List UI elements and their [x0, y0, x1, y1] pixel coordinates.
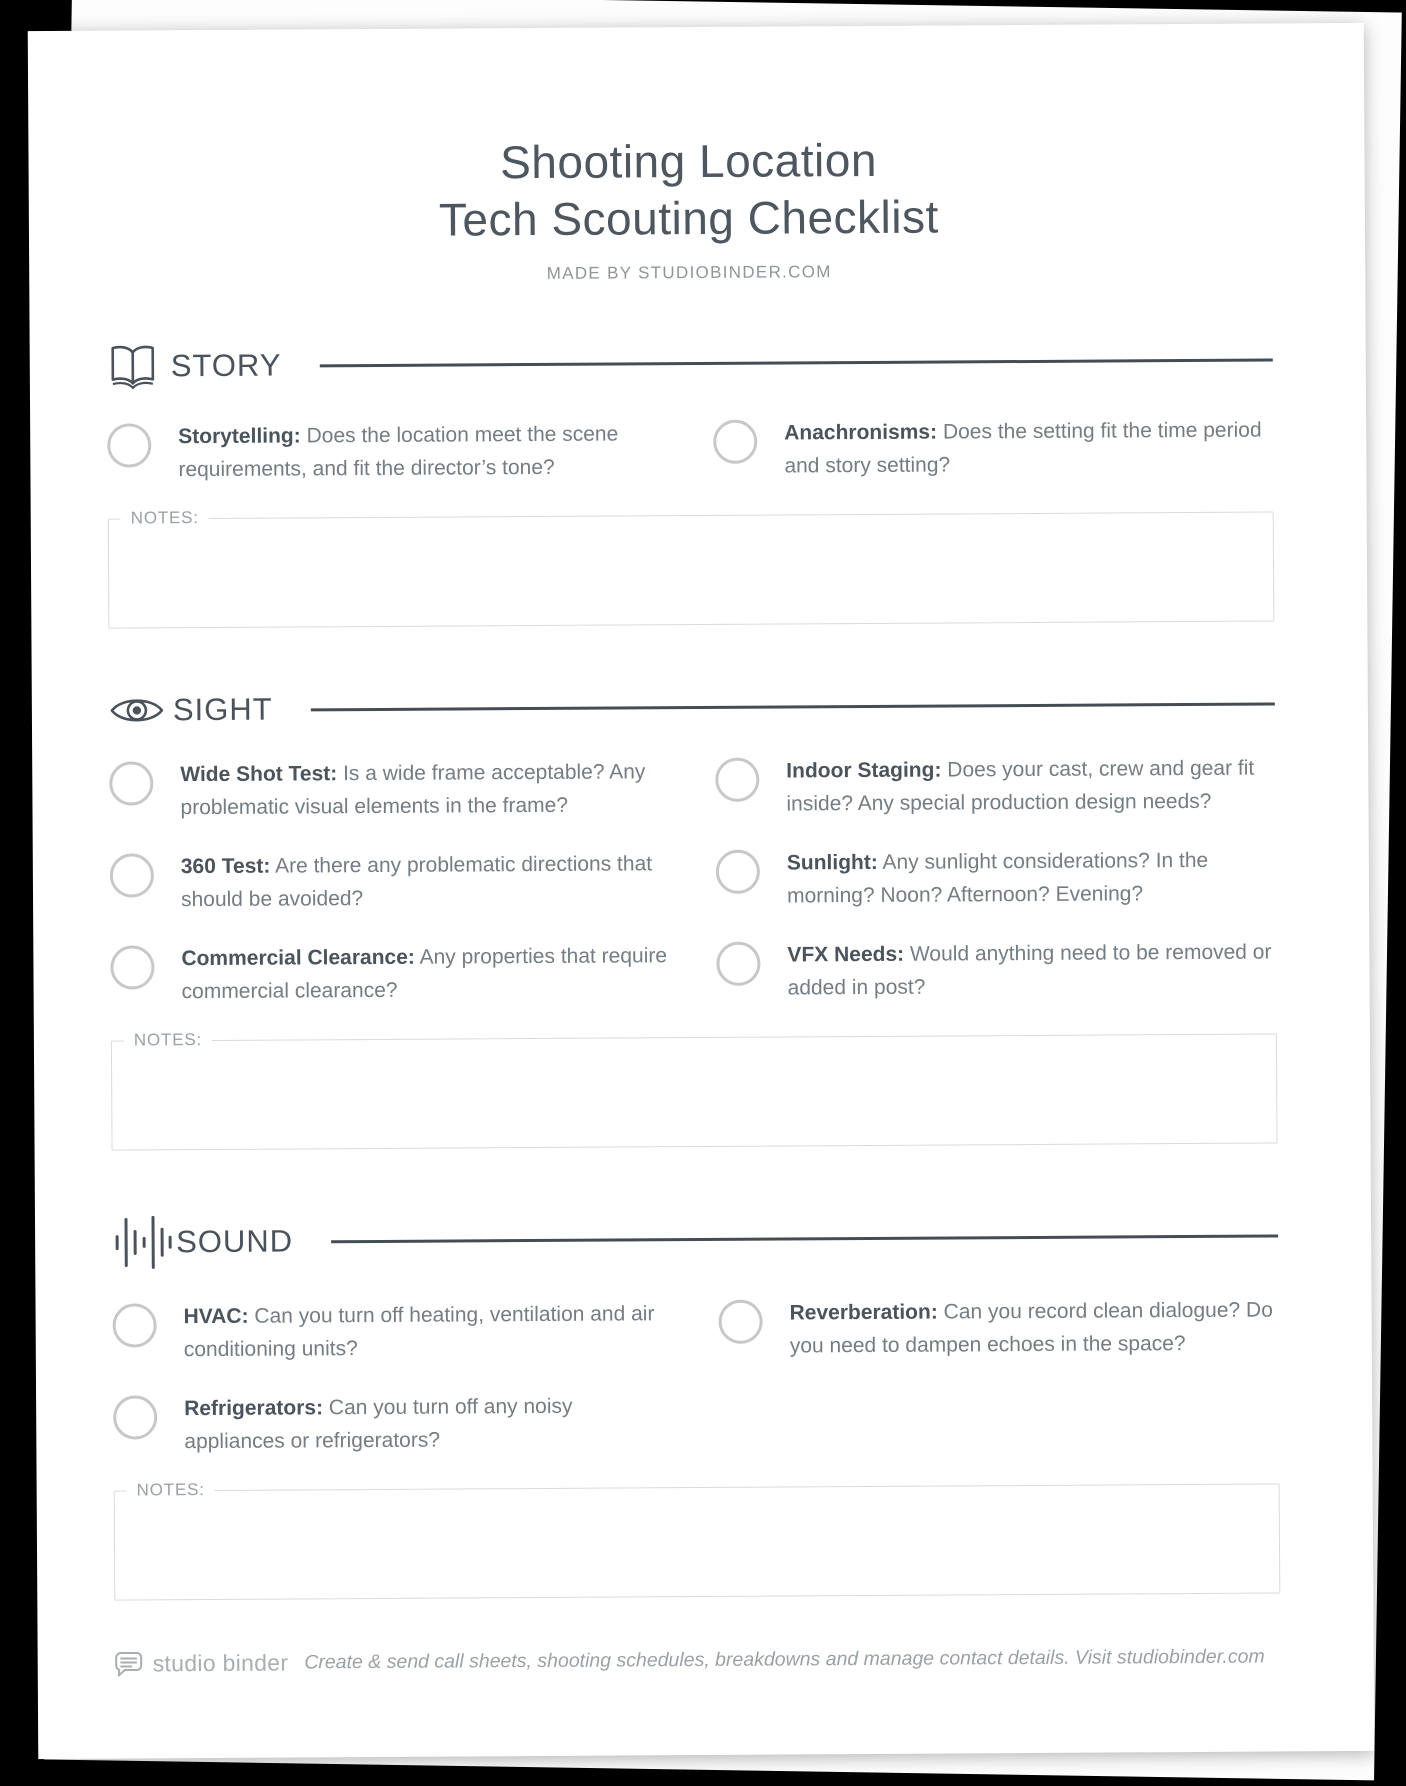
item-description: Does the location meet the scene requirements, and fit the director’s tone?	[178, 422, 619, 482]
section-story	[107, 336, 1275, 629]
item-text	[178, 417, 667, 486]
item-description: Can you turn off any noisy appliances or refrigerators?	[184, 1394, 573, 1454]
checklist-item-vfx-needs	[716, 936, 1276, 1005]
item-label: 360 Test:	[180, 854, 271, 879]
checkbox-vfx-needs[interactable]	[716, 942, 760, 986]
checklist-item-refrigerators	[113, 1389, 673, 1458]
section-sight-title: SIGHT	[172, 691, 273, 728]
item-label: Sunlight:	[786, 850, 878, 875]
notes-label: NOTES:	[136, 1480, 205, 1500]
eye-icon	[109, 693, 173, 727]
checkbox-anachronisms[interactable]	[713, 420, 757, 464]
section-sound-title: SOUND	[176, 1223, 294, 1260]
item-text	[183, 1297, 672, 1366]
item-text	[180, 755, 669, 824]
studiobinder-logo	[115, 1650, 289, 1678]
section-sound-items	[112, 1294, 1279, 1459]
item-text	[184, 1389, 673, 1458]
checkbox-360-test[interactable]	[110, 853, 154, 897]
checklist-item-hvac	[112, 1297, 672, 1366]
section-story-title: STORY	[170, 347, 282, 384]
item-label: Indoor Staging:	[786, 758, 942, 783]
checklist-item-indoor-staging	[715, 752, 1275, 821]
notes-field-story[interactable]	[108, 502, 1275, 629]
item-description: Any properties that require commercial clearance?	[181, 944, 668, 1004]
checkbox-hvac[interactable]	[113, 1303, 157, 1347]
checklist-item-anachronisms	[713, 414, 1273, 483]
item-label: Storytelling:	[178, 424, 301, 449]
book-icon	[107, 342, 171, 390]
waveform-icon	[112, 1214, 176, 1270]
item-text	[787, 844, 1276, 913]
page-title-line1: Shooting Location	[499, 133, 878, 189]
item-text	[784, 414, 1273, 483]
section-sound	[112, 1208, 1280, 1601]
checklist-item-360-test	[110, 847, 670, 916]
item-label: Commercial Clearance:	[181, 945, 415, 971]
checklist-item-reverberation	[718, 1294, 1278, 1363]
speech-bubble-icon	[115, 1650, 143, 1677]
notes-field-sight[interactable]	[111, 1024, 1278, 1151]
item-description: Are there any problematic directions that should be avoided?	[180, 852, 653, 912]
item-description: Any sunlight considerations? In the morning? Noon? Afternoon? Evening?	[786, 848, 1209, 908]
item-text	[786, 752, 1275, 821]
item-description: Can you turn off heating, ventilation and air conditioning units?	[183, 1302, 655, 1362]
item-description: Would anything need to be removed or added in post?	[787, 940, 1272, 1000]
item-description: Can you record clean dialogue? Do you need to dampen echoes in the space?	[789, 1298, 1273, 1358]
checkbox-reverberation[interactable]	[718, 1300, 762, 1344]
section-sight-items	[109, 752, 1277, 1009]
checkbox-commercial-clearance[interactable]	[110, 945, 154, 989]
checklist-item-storytelling	[107, 417, 667, 486]
item-text	[787, 936, 1276, 1005]
item-description: Does your cast, crew and gear fit inside? Any special production design needs?	[786, 756, 1255, 816]
item-description: Does the setting fit the time period and story setting?	[784, 418, 1262, 478]
checklist-item-wide-shot-test	[109, 755, 669, 824]
item-label: HVAC:	[183, 1304, 249, 1329]
item-label: Reverberation:	[789, 1300, 938, 1325]
checklist-item-sunlight	[716, 844, 1276, 913]
section-sight-header	[109, 686, 1275, 729]
checklist-page	[28, 23, 1375, 1759]
page-title-line2: Tech Scouting Checklist	[438, 190, 939, 246]
section-sound-divider	[331, 1234, 1278, 1243]
page-footer	[115, 1644, 1281, 1678]
checklist-item-commercial-clearance	[110, 939, 670, 1008]
section-sight	[109, 686, 1278, 1151]
notes-label: NOTES:	[130, 508, 199, 528]
checkbox-sunlight[interactable]	[716, 850, 760, 894]
section-sight-divider	[311, 702, 1275, 711]
checkbox-storytelling[interactable]	[107, 423, 151, 467]
checkbox-refrigerators[interactable]	[113, 1395, 157, 1439]
page-content	[28, 23, 1375, 1759]
footer-tagline: Create & send call sheets, shooting schedules, breakdowns and manage contact details. Visit studiobinder.com	[304, 1645, 1265, 1674]
checkbox-wide-shot-test[interactable]	[109, 761, 153, 805]
item-text	[181, 847, 670, 916]
section-story-divider	[319, 358, 1272, 367]
item-description: Is a wide frame acceptable? Any problematic visual elements in the frame?	[180, 760, 646, 820]
page-title	[105, 130, 1272, 251]
section-sound-header	[112, 1208, 1278, 1271]
item-text	[181, 939, 670, 1008]
studiobinder-logo-text: studio binder	[152, 1649, 289, 1677]
item-label: VFX Needs:	[787, 942, 905, 967]
section-story-items	[107, 414, 1273, 487]
notes-field-sound[interactable]	[114, 1474, 1281, 1601]
item-label: Anachronisms:	[784, 420, 938, 445]
item-text	[789, 1294, 1278, 1363]
page-subtitle: MADE BY STUDIOBINDER.COM	[546, 262, 832, 283]
section-story-header	[107, 336, 1273, 391]
notes-label: NOTES:	[133, 1030, 203, 1050]
item-label: Refrigerators:	[184, 1396, 324, 1421]
checkbox-indoor-staging[interactable]	[715, 758, 759, 802]
item-label: Wide Shot Test:	[180, 762, 338, 787]
